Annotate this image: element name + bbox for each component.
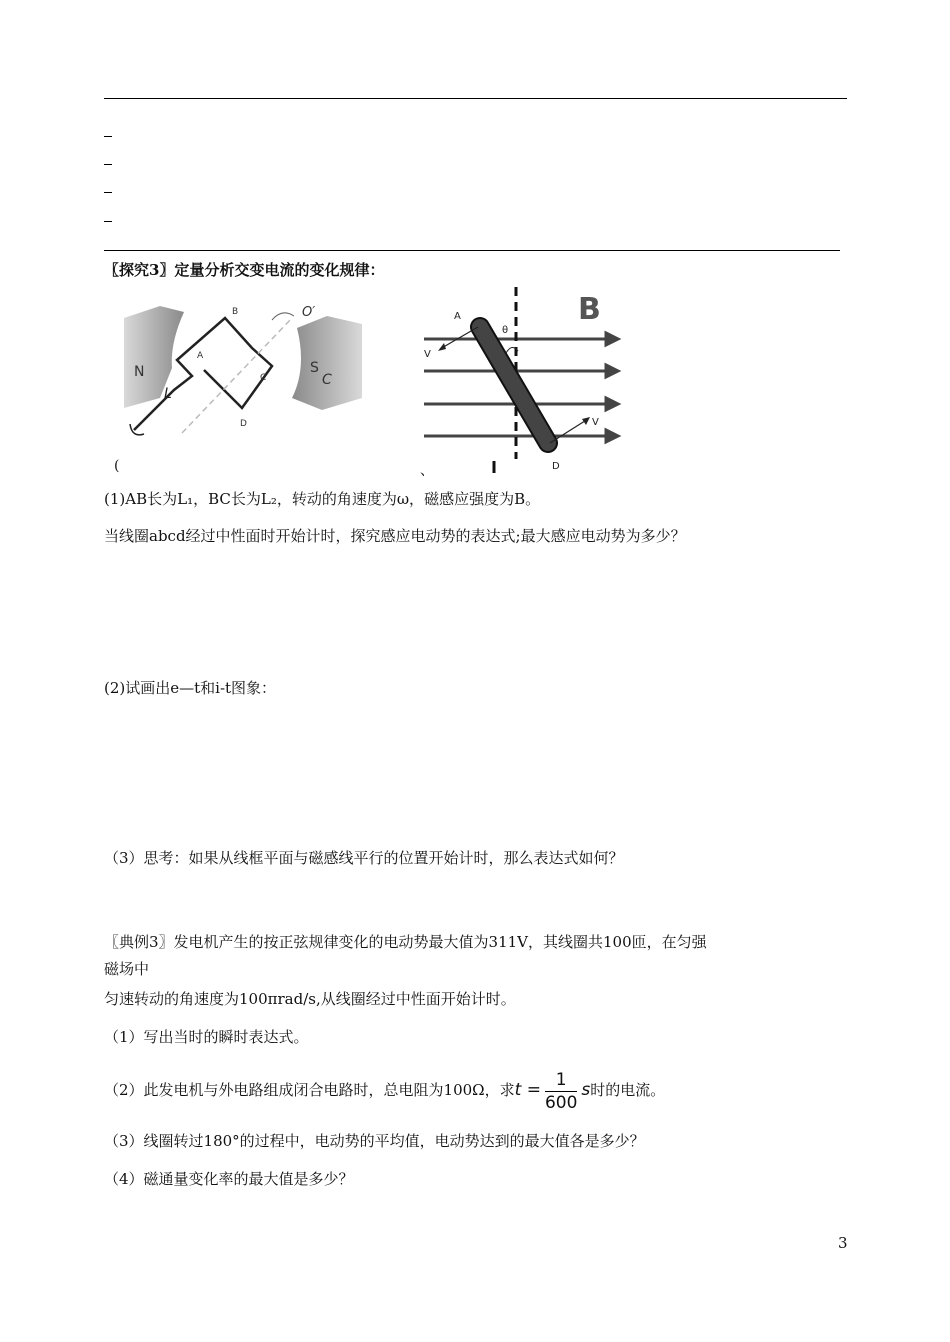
- field-arrow: [606, 398, 618, 410]
- ex-q2-unit: s: [581, 1080, 591, 1100]
- dash-mark: [104, 192, 112, 193]
- question-2: (2)试画出e—t和i-t图象：: [104, 679, 277, 697]
- dash-mark: [104, 136, 112, 137]
- question-3: （3）思考：如果从线框平面与磁感线平行的位置开始计时，那么表达式如何？: [104, 849, 624, 867]
- ex-q2-pre: （2）此发电机与外电路组成闭合电路时，总电阻为100Ω，求: [104, 1081, 515, 1099]
- s-label: S: [310, 360, 319, 376]
- axis-label: O′: [302, 305, 316, 320]
- field-b-label: B: [578, 292, 601, 327]
- b-label: B: [232, 307, 239, 317]
- ex-q2-fraction: [545, 1069, 577, 1114]
- figure-left-mark: (: [114, 458, 120, 474]
- example-question-3: （3）线圈转过180°的过程中，电动势的平均值，电动势达到的最大值各是多少？: [104, 1132, 645, 1150]
- rod-d-label: D: [552, 461, 560, 472]
- s-magnet: [292, 316, 362, 410]
- rod-field-figure: [408, 283, 630, 475]
- dash-mark: [104, 221, 112, 222]
- v-top-label: V: [424, 349, 431, 360]
- d-label: D: [240, 419, 247, 429]
- section-heading: 〖探究3〗定量分析交变电流的变化规律：: [104, 261, 385, 279]
- fraction-denominator: 600: [544, 1092, 578, 1113]
- example-line-3: 匀速转动的角速度为100πrad/s,从线圈经过中性面开始计时。: [104, 990, 516, 1008]
- rod-body: [480, 327, 548, 443]
- v-bottom-label: V: [592, 417, 599, 428]
- field-arrow: [606, 333, 618, 345]
- velocity-bottom: [550, 419, 588, 443]
- rotation-arrow: [272, 313, 294, 320]
- l-label: L: [164, 386, 172, 402]
- header-rule: [104, 98, 847, 99]
- n-magnet: [124, 306, 184, 408]
- rotation-axis: [182, 318, 292, 433]
- theta-label: θ: [502, 325, 509, 336]
- n-label: N: [134, 364, 145, 380]
- c-point-label: C: [260, 373, 267, 383]
- figure-right-mark: 、: [420, 463, 434, 479]
- example-line-2: 磁场中: [104, 960, 150, 978]
- field-arrow: [606, 365, 618, 377]
- page-number: 3: [838, 1234, 848, 1252]
- a-label: A: [197, 351, 204, 361]
- example-text: 〖典例3〗发电机产生的按正弦规律变化的电动势最大值为311V，其线圈共100匝，在匀强: [104, 933, 707, 951]
- section-rule: [104, 250, 840, 251]
- example-question-1: （1）写出当时的瞬时表达式。: [104, 1028, 309, 1046]
- field-arrow: [606, 430, 618, 442]
- ex-q2-post: 时的电流。: [590, 1081, 666, 1099]
- c-label: C: [322, 372, 332, 388]
- example-line-1: [104, 931, 707, 953]
- ex-q2-var: t =: [514, 1080, 541, 1100]
- rod-a-label: A: [454, 311, 461, 322]
- question-1-line-1: (1)AB长为L₁，BC长为L₂，转动的角速度为ω，磁感应强度为B。: [104, 490, 541, 508]
- example-question-2: [104, 1068, 665, 1114]
- fraction-numerator: 1: [545, 1069, 577, 1092]
- coil-magnet-figure: [122, 298, 367, 448]
- example-question-4: （4）磁通量变化率的最大值是多少？: [104, 1170, 354, 1188]
- dash-mark: [104, 164, 112, 165]
- question-1-line-2: 当线圈abcd经过中性面时开始计时，探究感应电动势的表达式;最大感应电动势为多少？: [104, 527, 686, 545]
